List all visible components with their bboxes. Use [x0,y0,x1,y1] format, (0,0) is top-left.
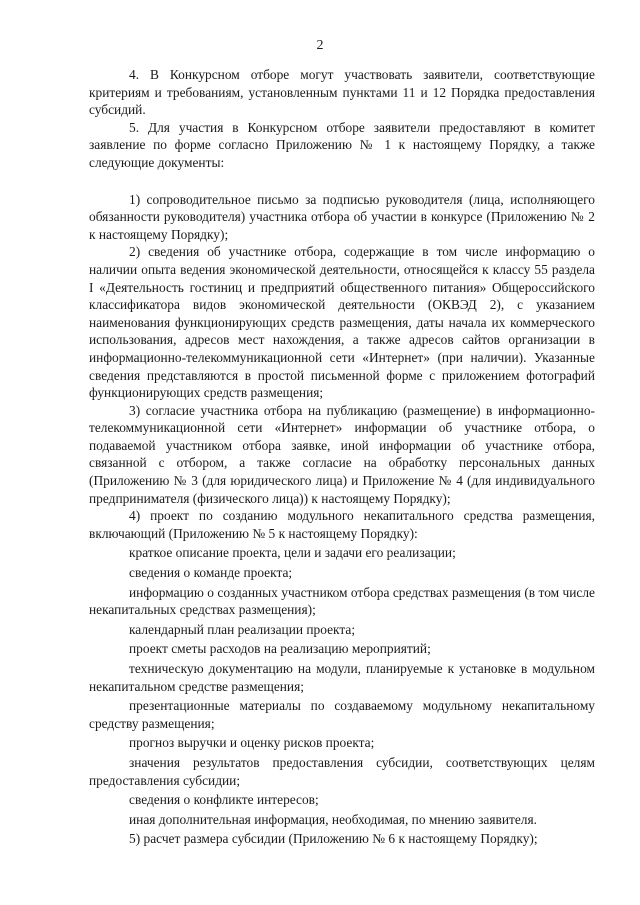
page-number: 2 [316,38,324,53]
project-item-schedule: календарный план реализации проекта; [129,621,356,637]
document-body [89,66,595,848]
project-item-presentation: презентационные материалы по создаваемому модульному некапитальному средству размещения; [89,698,595,731]
paragraph-item-4: 4. В Конкурсном отборе могут участвовать заявители, соответствующие критериям и требованиям, установленным пунктами 11 и 12 Порядка предоставления субсидий. [89,67,595,118]
project-item-forecast: прогноз выручки и оценку рисков проекта; [129,735,375,751]
project-item-facilities: информацию о созданных участником отбора средствах размещения (в том числе некапитальных средствах размещения); [89,584,595,618]
list-item-2: 2) сведения об участнике отбора, содержащие в том числе информацию о наличии опыта ведения экономической деятельности, относящейся к классу 55 раздела I «Деятельность гостиниц и предприятий общественного питания» Общероссийского классификатора видов экономической деятельности (ОКВЭД 2), с указанием наименования функционирующих средств размещения, даты начала их коммерческого использования, адресов мест нахождения, а также адресов сайтов организации в информационно-телекоммуникационной сети «Интернет» (при наличии). Указанные сведения представляются в простой письменной форме с приложением фотографий функционирующих средств размещения; [89,244,595,401]
list-item-4: 4) проект по созданию модульного некапитального средства размещения, включающий (Приложению № 5 к настоящему Порядку): [89,508,595,541]
paragraph-item-5: 5. Для участия в Конкурсном отборе заявители предоставляют в комитет заявление по форме согласно Приложению № 1 к настоящему Порядку, а также следующие документы: [89,119,595,170]
project-item-team: сведения о команде проекта; [129,565,293,581]
list-item-1: 1) сопроводительное письмо за подписью руководителя (лица, исполняющего обязанности руководителя) участника отбора об участии в конкурсе (Приложению № 2 к настоящему Порядку); [89,191,595,242]
project-item-results: значения результатов предоставления субсидии, соответствующих целям предоставления субсидии; [89,754,595,788]
project-item-budget: проект сметы расходов на реализацию мероприятий; [129,641,431,657]
project-item-technical-docs: техническую документацию на модули, планируемые к установке в модульном некапитальном средстве размещения; [89,661,595,694]
project-item-other: иная дополнительная информация, необходимая, по мнению заявителя. [129,811,538,827]
project-item-description: краткое описание проекта, цели и задачи его реализации; [129,545,456,561]
list-item-5: 5) расчет размера субсидии (Приложению № 6 к настоящему Порядку); [129,831,538,847]
list-item-3: 3) согласие участника отбора на публикацию (размещение) в информационно-телекоммуникационной сети «Интернет» информации об участнике отбора, о подаваемой участником отбора заявке, иной информации об участнике отбора, связанной с отбором, а также согласие на обработку персональных данных (Приложению № 3 (для юридического лица) и Приложение № 4 (для индивидуального предпринимателя (физического лица)) к настоящему Порядку); [89,402,595,506]
project-item-conflict: сведения о конфликте интересов; [129,792,319,808]
